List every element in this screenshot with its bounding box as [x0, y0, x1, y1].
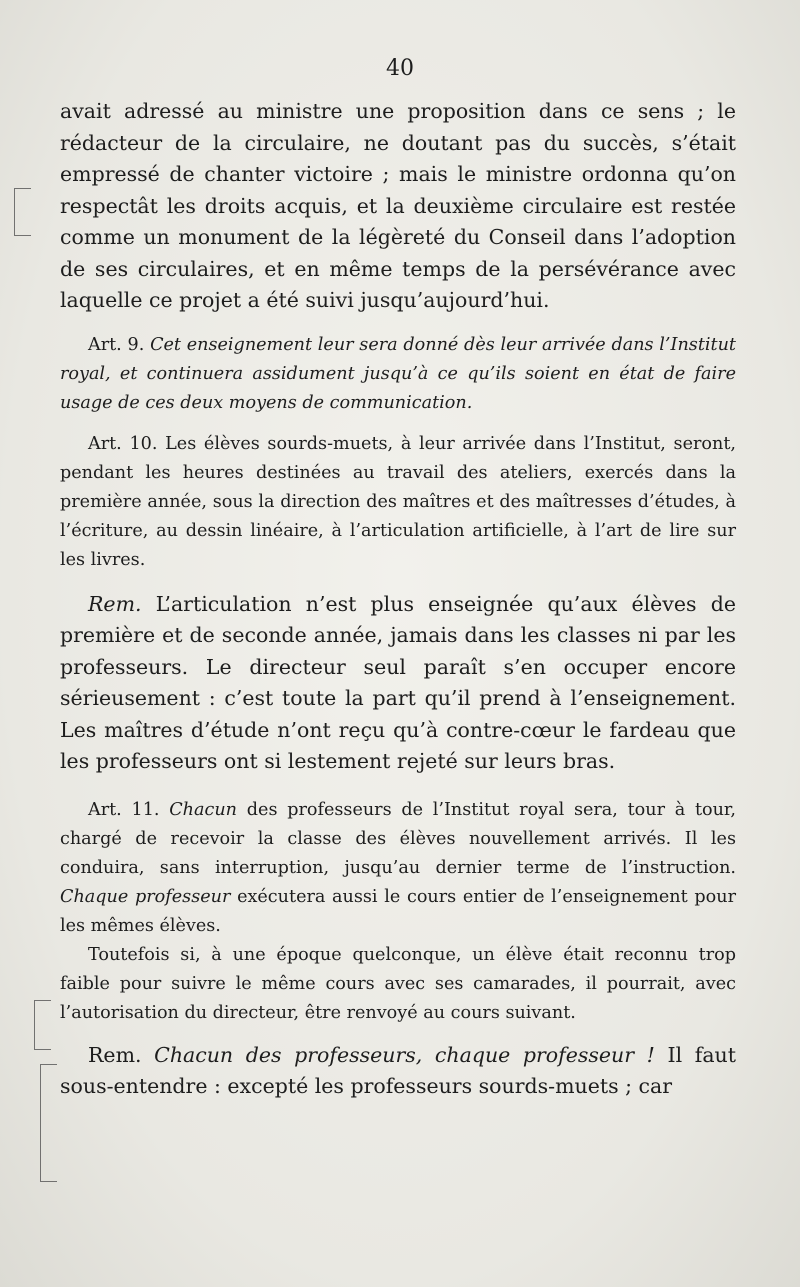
article-11 [60, 796, 736, 941]
page-text [60, 96, 736, 1103]
remark-text: Il faut sous-entendre : excepté les professeurs sourds-muets ; car [60, 1042, 736, 1098]
article-text-2: exécutera aussi le cours entier de l’enseignement pour les mêmes élèves. [60, 886, 736, 936]
paragraph-text: avait adressé au ministre une proposition dans ce sens ; le rédacteur de la circulaire, ne doutant pas du succès, s’était empressé de chanter victoire ; mais le ministre ordonna qu’on respectât les droits acquis, et la deuxième circulaire est restée comme un monument de la légèreté du Conseil dans l’adoption de ses circulaires, et en même temps de la persévérance avec laquelle ce projet a été suivi jusqu’aujourd’hui. [60, 99, 736, 312]
article-italic-1: Chacun [169, 799, 238, 820]
remark-1 [60, 589, 736, 778]
article-label: Art. 9. [88, 334, 145, 355]
remark-italic: Chacun des professeurs, chaque professeur ! [154, 1042, 655, 1067]
article-label: Art. 10. [88, 433, 158, 454]
margin-bracket-mark [34, 1000, 51, 1050]
article-9 [60, 331, 736, 418]
article-text: Les élèves sourds-muets, à leur arrivée dans l’Institut, seront, pendant les heures destinées au travail des ateliers, exercés dans la première année, sous la direction des maîtres et des maîtresses d’études, à l’écriture, au dessin linéaire, à l’articulation artificielle, à l’art de lire sur les livres. [60, 433, 736, 570]
paragraph-text: Toutefois si, à une époque quelconque, un élève était reconnu trop faible pour suivre le même cours avec ses camarades, il pourrait, avec l’autorisation du directeur, être renvoyé au cours suivant. [60, 944, 736, 1023]
article-10 [60, 430, 736, 575]
paragraph-toutefois [60, 941, 736, 1028]
page-number: 40 [386, 56, 414, 81]
article-label: Art. 11. [88, 799, 160, 820]
remark-label: Rem. [88, 591, 142, 616]
remark-text: L’articulation n’est plus enseignée qu’aux élèves de première et de seconde année, jamais dans les classes ni par les professeurs. Le directeur seul paraît s’en occuper encore sérieusement : c’est toute la part qu’il prend à l’enseignement. Les maîtres d’étude n’ont reçu qu’à contre-cœur le fardeau que les professeurs ont si lestement rejeté sur leurs bras. [60, 591, 736, 773]
remark-label: Rem. [88, 1042, 142, 1067]
article-text: Cet enseignement leur sera donné dès leur arrivée dans l’Institut royal, et continuera assidument jusqu’à ce qu’ils soient en état de faire usage de ces deux moyens de communication. [60, 334, 736, 413]
article-text-1: des professeurs de l’Institut royal sera, tour à tour, chargé de recevoir la classe des élèves nouvellement arrivés. Il les conduira, sans interruption, jusqu’au dernier terme de l’instruction. [60, 799, 737, 878]
article-italic-2: Chaque professeur [60, 886, 231, 907]
margin-bracket-mark [40, 1064, 57, 1182]
remark-2 [60, 1040, 736, 1103]
paragraph-continuation [60, 96, 736, 317]
margin-bracket-mark [14, 188, 31, 236]
